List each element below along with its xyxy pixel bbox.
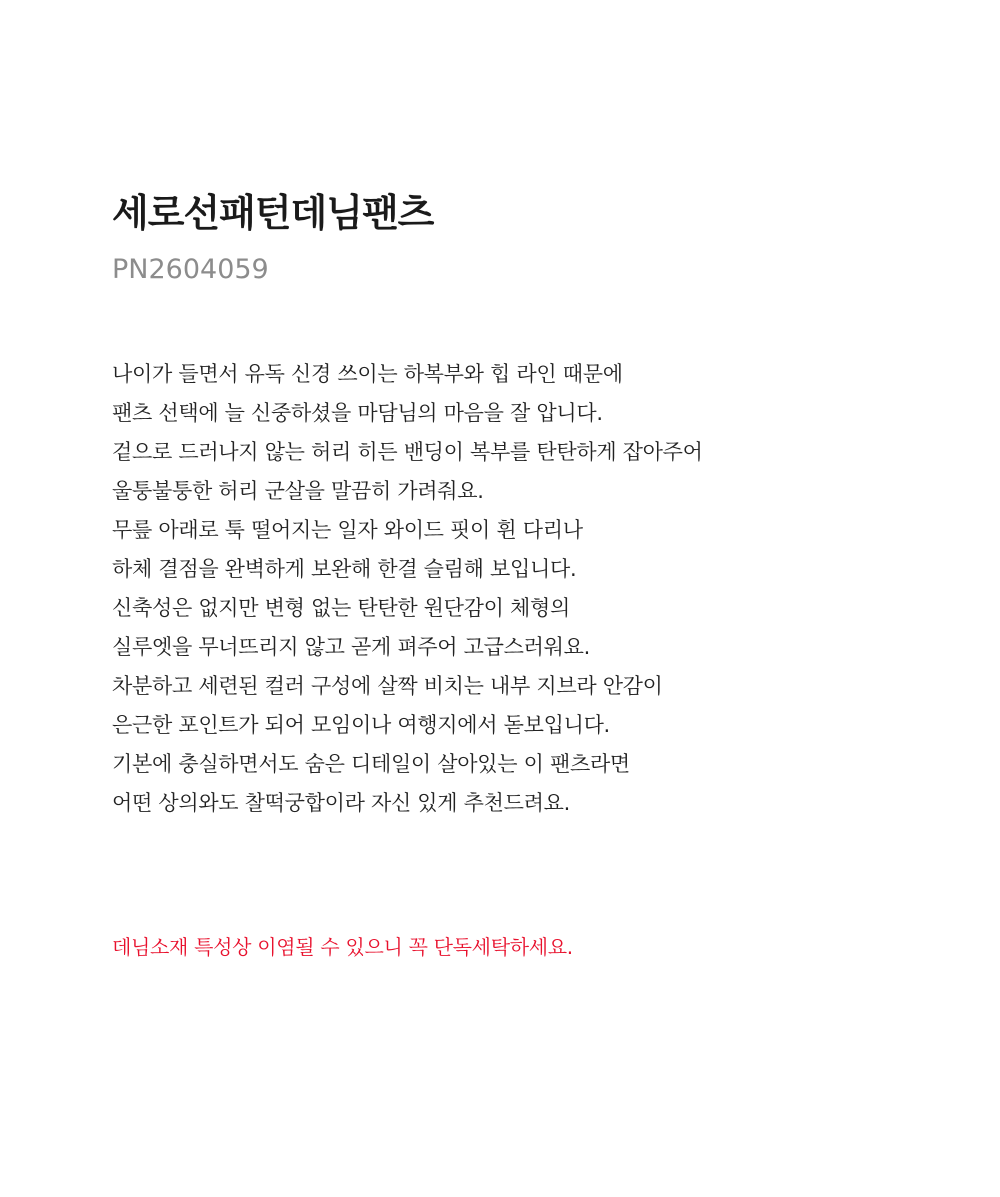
care-notice (112, 930, 892, 964)
description-line: 실루엣을 무너뜨리지 않고 곧게 펴주어 고급스러워요. (112, 634, 590, 659)
description-line: 나이가 들면서 유독 신경 쓰이는 하복부와 힙 라인 때문에 (112, 361, 623, 386)
description-line: 은근한 포인트가 되어 모임이나 여행지에서 돋보입니다. (112, 712, 610, 737)
description-body (112, 355, 892, 823)
product-code: PN2604059 (112, 253, 269, 285)
page-title: 세로선패턴데님팬츠 (112, 191, 434, 235)
description-line: 하체 결점을 완벽하게 보완해 한결 슬림해 보입니다. (112, 556, 577, 581)
description-line: 울퉁불퉁한 허리 군살을 말끔히 가려줘요. (112, 478, 484, 503)
description-line: 겉으로 드러나지 않는 허리 히든 밴딩이 복부를 탄탄하게 잡아주어 (112, 439, 703, 464)
content-block (112, 190, 892, 964)
description-line: 팬츠 선택에 늘 신중하셨을 마담님의 마음을 잘 압니다. (112, 400, 603, 425)
description-line: 기본에 충실하면서도 숨은 디테일이 살아있는 이 팬츠라면 (112, 751, 630, 776)
care-notice-text: 데님소재 특성상 이염될 수 있으니 꼭 단독세탁하세요. (112, 934, 573, 959)
description-line: 차분하고 세련된 컬러 구성에 살짝 비치는 내부 지브라 안감이 (112, 673, 663, 698)
description-line: 어떤 상의와도 찰떡궁합이라 자신 있게 추천드려요. (112, 790, 570, 815)
description-line: 신축성은 없지만 변형 없는 탄탄한 원단감이 체형의 (112, 595, 570, 620)
description-line: 무릎 아래로 툭 떨어지는 일자 와이드 핏이 휜 다리나 (112, 517, 583, 542)
